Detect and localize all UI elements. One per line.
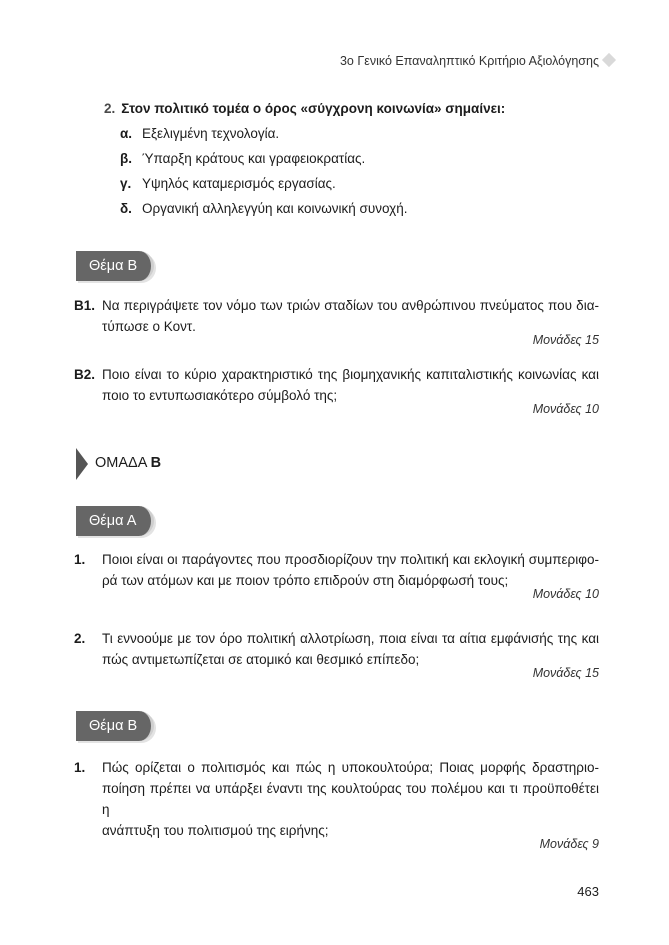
option-letter: β. — [120, 151, 132, 166]
question-label: Β1. — [74, 298, 96, 313]
question-line: Τι εννοούμε με τον όρο πολιτική αλλοτρίωση, ποια είναι τα αίτια εμφάνισής της και — [102, 631, 599, 646]
question-b-1 — [74, 757, 599, 855]
option-c — [120, 176, 336, 191]
question-label: 2. — [74, 631, 86, 646]
marks-label: Μονάδες 10 — [532, 587, 599, 601]
option-a — [120, 126, 279, 141]
topic-a-tab: Θέμα Α — [76, 506, 154, 536]
question-line: Ποιο είναι το κύριο χαρακτηριστικό της βιομηχανικής καπιταλιστικής κοινωνίας και — [102, 367, 599, 382]
option-text: Εξελιγμένη τεχνολογία. — [142, 126, 280, 141]
question-line: Πώς ορίζεται ο πολιτισμός και πώς η υποκουλτούρα; Ποιας μορφής δραστηριο- — [102, 760, 599, 775]
question-line: τύπωσε ο Κοντ. — [102, 319, 196, 334]
question-line: Ποιοι είναι οι παράγοντες που προσδιορίζουν την πολιτική και εκλογική συμπεριφο- — [102, 552, 599, 567]
question-a1 — [74, 549, 599, 605]
question-line: ποιο το εντυπωσιακότερο σύμβολό της; — [102, 388, 338, 403]
topic-b2-tab: Θέμα Β — [76, 711, 154, 741]
option-text: Ύπαρξη κράτους και γραφειοκρατίας. — [142, 151, 366, 166]
group-title-letter: Β — [150, 455, 162, 471]
marks-label: Μονάδες 15 — [532, 333, 599, 347]
question-b2 — [74, 364, 599, 420]
marks-label: Μονάδες 9 — [539, 837, 599, 851]
question-line: Να περιγράψετε τον νόμο των τριών σταδίων του ανθρώπινου πνεύματος που δια- — [102, 298, 599, 313]
question-number: 2. — [104, 101, 116, 116]
question-line: ρά των ατόμων και με ποιον τρόπο επιδρούν στη διαμόρφωσή τους; — [102, 573, 509, 588]
header-diamond-icon — [602, 53, 616, 67]
question-label: 1. — [74, 760, 86, 775]
option-letter: γ. — [120, 176, 132, 191]
question-line: ανάπτυξη του πολιτισμού της ειρήνης; — [102, 823, 329, 838]
option-d — [120, 201, 407, 216]
topic-b-tab: Θέμα Β — [76, 251, 154, 281]
page-number: 463 — [577, 884, 599, 899]
group-b-title — [95, 455, 161, 471]
option-text: Υψηλός καταμερισμός εργασίας. — [142, 176, 336, 191]
question-text: Στον πολιτικό τομέα ο όρος «σύγχρονη κοινωνία» σημαίνει: — [121, 101, 506, 116]
question-label: Β2. — [74, 367, 96, 382]
question-a2 — [74, 628, 599, 684]
group-arrow-icon — [76, 448, 88, 480]
question-line: πώς αντιμετωπίζεται σε ατομικό και θεσμικό επίπεδο; — [102, 652, 420, 667]
option-letter: α. — [120, 126, 133, 141]
option-b — [120, 151, 365, 166]
question-line: ποίηση πρέπει να υπάρξει έναντι της κουλτούρας του πολέμου και τι προϋποθέτει η — [102, 781, 599, 817]
question-b1 — [74, 295, 599, 351]
running-header: 3ο Γενικό Επαναληπτικό Κριτήριο Αξιολόγησης — [339, 54, 599, 68]
marks-label: Μονάδες 15 — [532, 666, 599, 680]
marks-label: Μονάδες 10 — [532, 402, 599, 416]
question-label: 1. — [74, 552, 86, 567]
group-title-prefix: ΟΜΑΔΑ — [95, 455, 147, 471]
option-text: Οργανική αλληλεγγύη και κοινωνική συνοχή. — [142, 201, 408, 216]
option-letter: δ. — [120, 201, 132, 216]
question-2-stem — [104, 101, 505, 116]
